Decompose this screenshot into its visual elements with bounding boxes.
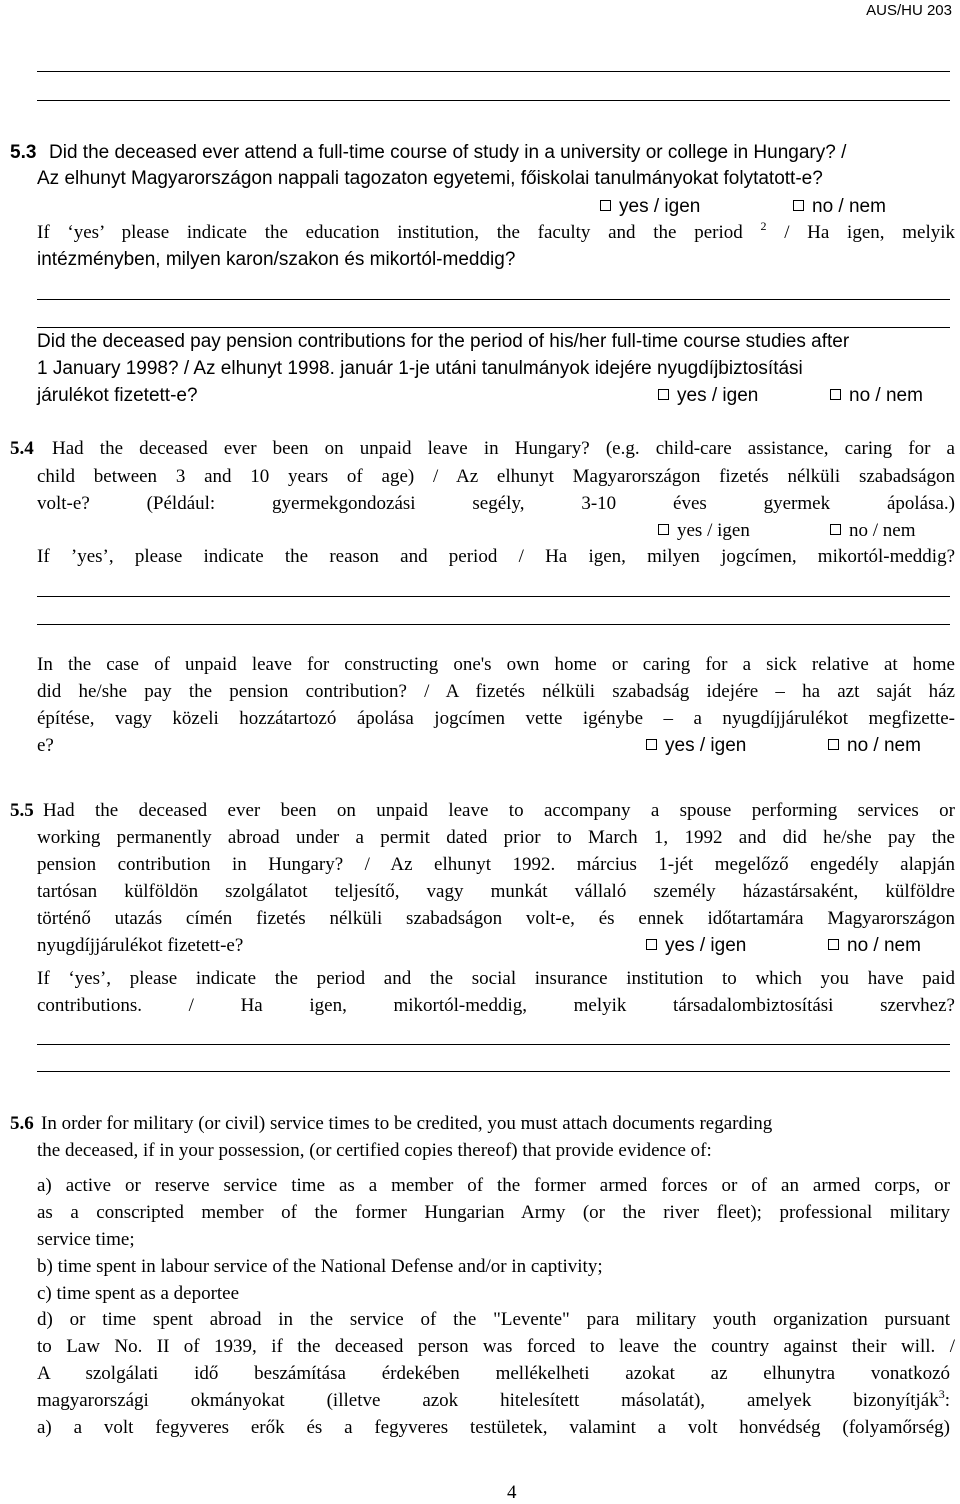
no-checkbox-5-3[interactable] — [793, 196, 886, 218]
hungarian-line-3: a) a volt fegyveres erők és a fegyveres testületek, valamint a volt honvédség (folyamőrség) — [37, 1417, 950, 1438]
question-5-4-pension-line-1: In the case of unpaid leave for constructing one's own home or caring for a sick relative at home — [37, 654, 955, 675]
question-5-4-line-3: volt-e? (Például: gyermekgondozási segély, 3-10 éves gyermek ápolása.) — [37, 493, 955, 514]
answer-line[interactable] — [37, 100, 950, 101]
checkbox-icon[interactable] — [646, 739, 657, 750]
no-label: no / nem — [849, 385, 923, 406]
section-number-5-4: 5.4 — [10, 438, 34, 459]
checkbox-icon[interactable] — [658, 524, 669, 535]
line-3-tail: / Ha igen, melyik — [784, 222, 955, 243]
checkbox-icon[interactable] — [830, 389, 841, 400]
item-c: c) time spent as a deportee — [37, 1283, 240, 1304]
no-label: no / nem — [812, 196, 886, 217]
question-5-5-line-2: working permanently abroad under a permit dated prior to March 1, 1992 and did he/she pay the — [37, 827, 955, 848]
section-number-5-3: 5.3 — [10, 142, 37, 163]
answer-line[interactable] — [37, 299, 950, 300]
question-5-3-line-4: intézményben, milyen karon/szakon és mikortól-meddig? — [37, 249, 516, 270]
question-5-3-pension-line-1: Did the deceased pay pension contributions for the period of his/her full-time course studies after — [37, 331, 850, 352]
checkbox-icon[interactable] — [600, 200, 611, 211]
yes-checkbox-5-3[interactable] — [600, 196, 700, 218]
question-5-6-line-1: In order for military (or civil) service times to be credited, you must attach documents regarding — [41, 1113, 773, 1134]
yes-label: yes / igen — [665, 735, 747, 756]
question-5-4-pension-line-4: e? — [37, 735, 54, 756]
answer-line[interactable] — [37, 71, 950, 72]
answer-line[interactable] — [37, 596, 950, 597]
question-5-3-line-3 — [37, 219, 955, 244]
checkbox-icon[interactable] — [830, 524, 841, 535]
item-a-line-2: as a conscripted member of the former Hungarian Army (or the river fleet); professional military — [37, 1202, 950, 1223]
footnote-ref: 2 — [760, 219, 767, 233]
item-a-line-1: a) active or reserve service time as a member of the former armed forces or of an armed corps, or — [37, 1175, 950, 1196]
answer-line[interactable] — [37, 1071, 950, 1072]
question-5-4-line-4: If ’yes’, please indicate the reason and period / Ha igen, milyen jogcímen, mikortól-meddig? — [37, 546, 955, 567]
question-5-5-line-8: contributions. / Ha igen, mikortól-meddig, melyik társadalombiztosítási szervhez? — [37, 995, 955, 1016]
item-a-line-3: service time; — [37, 1229, 135, 1250]
page-number: 4 — [507, 1482, 517, 1503]
answer-line[interactable] — [37, 327, 950, 328]
question-5-6-line-2: the deceased, if in your possession, (or certified copies thereof) that provide evidence of: — [37, 1140, 712, 1161]
question-5-5-line-1: Had the deceased ever been on unpaid leave to accompany a spouse performing services or — [43, 800, 955, 821]
hungarian-line-1: A szolgálati idő beszámítása érdekében mellékelheti azokat az elhunytra vonatkozó — [37, 1363, 950, 1384]
yes-checkbox-5-4[interactable] — [658, 520, 750, 542]
document-reference: AUS/HU 203 — [866, 2, 952, 19]
answer-line[interactable] — [37, 1044, 950, 1045]
hungarian-line-2-text: magyarországi okmányokat (illetve azok hitelesített másolatát), amelyek bizonyítják — [37, 1390, 939, 1411]
checkbox-icon[interactable] — [658, 389, 669, 400]
answer-line[interactable] — [37, 624, 950, 625]
no-label: no / nem — [847, 735, 921, 756]
no-checkbox-5-4-pension[interactable] — [828, 735, 921, 757]
question-5-5-line-6: nyugdíjjárulékot fizetett-e? — [37, 935, 244, 956]
question-5-3-line-1: Did the deceased ever attend a full-time course of study in a university or college in Hungary? / — [49, 142, 847, 163]
checkbox-icon[interactable] — [828, 739, 839, 750]
no-checkbox-5-3-pension[interactable] — [830, 385, 923, 407]
yes-checkbox-5-4-pension[interactable] — [646, 735, 746, 757]
no-checkbox-5-5[interactable] — [828, 935, 921, 957]
yes-checkbox-5-3-pension[interactable] — [658, 385, 758, 407]
hungarian-line-2-tail: : — [944, 1390, 950, 1411]
question-5-4-line-2: child between 3 and 10 years of age) / Az elhunyt Magyarországon fizetés nélküli szabadságon — [37, 466, 955, 487]
no-label: no / nem — [849, 520, 916, 541]
checkbox-icon[interactable] — [828, 939, 839, 950]
question-5-4-line-1: Had the deceased ever been on unpaid leave in Hungary? (e.g. child-care assistance, caring for a — [52, 438, 955, 459]
no-label: no / nem — [847, 935, 921, 956]
yes-label: yes / igen — [677, 520, 750, 541]
question-5-5-line-7: If ‘yes’, please indicate the period and the social insurance institution to which you have paid — [37, 968, 955, 989]
section-number-5-5: 5.5 — [10, 800, 34, 821]
yes-checkbox-5-5[interactable] — [646, 935, 746, 957]
no-checkbox-5-4[interactable] — [830, 520, 916, 542]
item-d-line-1: d) or time spent abroad in the service of the "Levente" para military youth organization pursuant — [37, 1309, 950, 1330]
item-d-line-2: to Law No. II of 1939, if the deceased person was forced to leave the country against their will. / — [37, 1336, 955, 1357]
line-3-text: If ‘yes’ please indicate the education institution, the faculty and the period — [37, 222, 743, 243]
question-5-3-line-2: Az elhunyt Magyarországon nappali tagozaton egyetemi, főiskolai tanulmányokat folytatott-e? — [37, 168, 823, 189]
hungarian-line-2 — [37, 1387, 950, 1412]
checkbox-icon[interactable] — [793, 200, 804, 211]
yes-label: yes / igen — [619, 196, 701, 217]
checkbox-icon[interactable] — [646, 939, 657, 950]
item-b: b) time spent in labour service of the National Defense and/or in captivity; — [37, 1256, 603, 1277]
question-5-3-pension-line-3: járulékot fizetett-e? — [37, 385, 198, 406]
yes-label: yes / igen — [677, 385, 759, 406]
question-5-4-pension-line-2: did he/she pay the pension contribution? / A fizetés nélküli szabadság idejére – ha azt saját ház — [37, 681, 955, 702]
yes-label: yes / igen — [665, 935, 747, 956]
question-5-5-line-5: történő utazás címén fizetés nélküli szabadságon volt-e, és ennek időtartamára Magyarországon — [37, 908, 955, 929]
question-5-5-line-4: tartósan külföldön szolgálatot teljesítő, vagy munkát vállaló személy házastársaként, külföldre — [37, 881, 955, 902]
question-5-4-pension-line-3: építése, vagy közeli hozzátartozó ápolása jogcímen vette igénybe – a nyugdíjjárulékot megfizette- — [37, 708, 955, 729]
footnote-ref: 3 — [938, 1387, 945, 1401]
question-5-5-line-3: pension contribution in Hungary? / Az elhunyt 1992. március 1-jét megelőző engedély alapján — [37, 854, 955, 875]
section-number-5-6: 5.6 — [10, 1113, 34, 1134]
question-5-3-pension-line-2: 1 January 1998? / Az elhunyt 1998. január 1-je utáni tanulmányok idejére nyugdíjbiztosítási — [37, 358, 803, 379]
